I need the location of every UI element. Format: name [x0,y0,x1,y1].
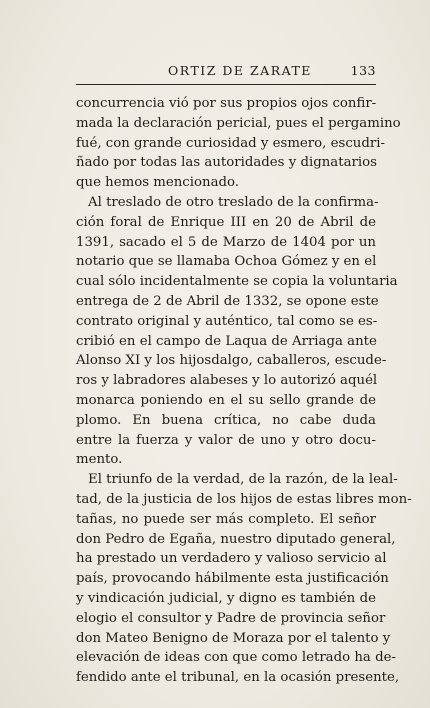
running-head: ORTIZ DE ZARATE [168,63,312,78]
text-line: fendido ante el tribunal, en la ocasión presente, [76,670,400,686]
text-line: don Pedro de Egaña, nuestro diputado general, [76,531,396,547]
text-line: elogio el consultor y Padre de provincia señor [76,610,386,626]
text-line: ros y labradores alabeses y lo autorizó aquél [76,373,378,389]
text-line: tañas, no puede ser más completo. El señor [76,511,376,527]
text-line: elevación de ideas con que como letrado ha de- [76,650,396,666]
text-line: que hemos mencionado. [76,175,240,191]
text-line: contrato original y auténtico, tal como se es- [76,313,378,329]
text-line: cual sólo incidentalmente se copia la voluntaria [76,274,398,290]
text-line: plomo. En buena crítica, no cabe duda [76,412,376,428]
text-line: país, provocando hábilmente esta justificación [76,571,389,587]
text-line: notario que se llamaba Ochoa Gómez y en el [76,254,377,270]
text-line: ción foral de Enrique III en 20 de Abril de [76,214,376,230]
text-line: ñado por todas las autoridades y dignatarios [76,155,377,171]
text-line: Alonso XI y los hijosdalgo, caballeros, escude- [76,353,387,369]
text-line: monarca poniendo en el su sello grande de [76,392,376,408]
page-number: 133 [350,63,376,78]
body-text [76,94,412,688]
text-line: cribió en el campo de Laqua de Arriaga ante [76,333,377,349]
text-line: mento. [76,452,123,468]
header-rule [76,84,376,85]
text-line: fué, con grande curiosidad y esmero, escudri- [76,135,385,151]
text-line: 1391, sacado el 5 de Marzo de 1404 por un [76,234,376,250]
text-line: mada la declaración pericial, pues el pergamino [76,115,401,131]
text-line: El triunfo de la verdad, de la razón, de la leal- [88,472,398,488]
text-line: don Mateo Benigno de Moraza por el talento y [76,630,391,646]
text-line: entrega de 2 de Abril de 1332, se opone este [76,293,379,309]
text-line: entre la fuerza y valor de uno y otro docu- [76,432,376,448]
text-line: tad, de la justicia de los hijos de estas libres mon- [76,491,412,507]
text-line: ha prestado un verdadero y valioso servicio al [76,551,387,567]
text-line: concurrencia vió por sus propios ojos confir- [76,96,377,111]
page-header [76,63,376,85]
text-line: y vindicación judicial, y digno es también de [76,590,376,606]
text-line: Al treslado de otro treslado de la confirma- [88,194,379,210]
